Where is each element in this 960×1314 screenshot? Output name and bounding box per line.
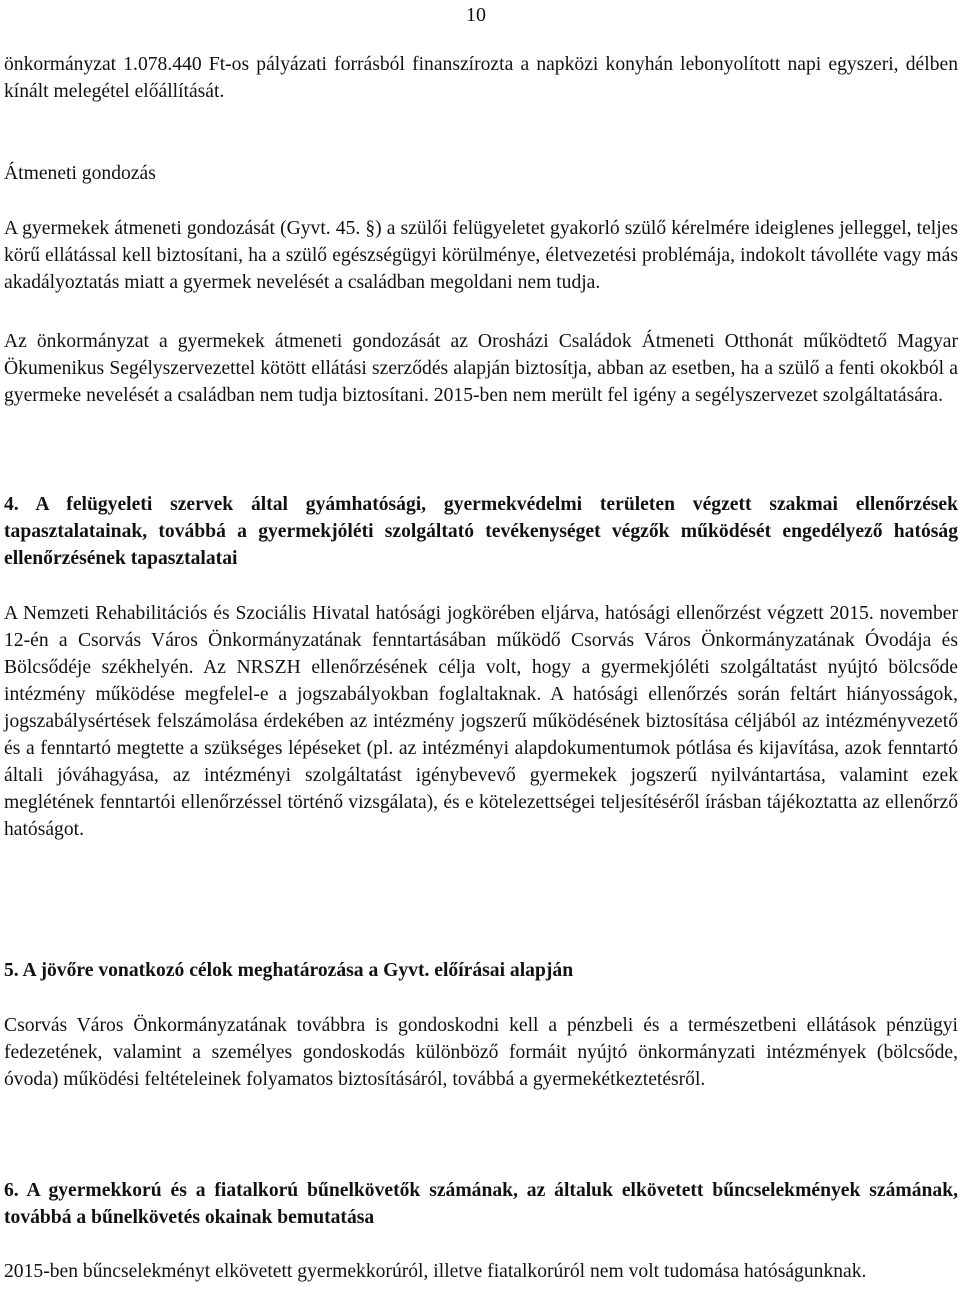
section-heading-atmeneti-gondozas: Átmeneti gondozás [4,163,156,184]
section-4-heading: 4. A felügyeleti szervek által gyámhatósági, gyermekvédelmi területen végzett szakmai ellenőrzések tapasztalatainak, továbbá a gyermekjóléti szolgáltató tevékenységet végzők működését engedélyező hatóság ellenőrzésének tapasztalatai [4,494,958,569]
page-number: 10 [466,4,486,26]
section-6-heading: 6. A gyermekkorú és a fiatalkorú bűnelkövetők számának, az általuk elkövetett bűncselekmények számának, továbbá a bűnelkövetés okainak bemutatása [4,1180,958,1228]
atmeneti-paragraph-1: A gyermekek átmeneti gondozását (Gyvt. 45. §) a szülői felügyeletet gyakorló szülő kérelmére ideiglenes jelleggel, teljes körű ellátással kell biztosítani, ha a szülő egészségügyi körülménye, életvezetési problémája, indokolt távolléte vagy más akadályoztatás miatt a gyermek nevelését a családban megoldani nem tudja. [4,218,958,293]
section-5-heading: 5. A jövőre vonatkozó célok meghatározása a Gyvt. előírásai alapján [4,960,574,981]
section-5-paragraph: Csorvás Város Önkormányzatának továbbra is gondoskodni kell a pénzbeli és a természetbeni ellátások pénzügyi fedezetének, valamint a személyes gondoskodás különböző formáit nyújtó önkormányzati intézmények (bölcsőde, óvoda) működési feltételeinek folyamatos biztosításáról, továbbá a gyermekétkeztetésről. [4,1015,958,1090]
atmeneti-paragraph-2: Az önkormányzat a gyermekek átmeneti gondozását az Orosházi Családok Átmeneti Otthonát működtető Magyar Ökumenikus Segélyszervezettel kötött ellátási szerződés alapján biztosítja, abban az esetben, ha a szülő a fenti okokból a gyermeke nevelését a családban nem tudja biztosítani. 2015-ben nem merült fel igény a segélyszervezet szolgáltatására. [4,331,958,406]
intro-paragraph: önkormányzat 1.078.440 Ft-os pályázati forrásból finanszírozta a napközi konyhán lebonyolított napi egyszeri, délben kínált melegétel előállítását. [4,54,958,102]
section-6-paragraph: 2015-ben bűncselekményt elkövetett gyermekkorúról, illetve fiatalkorúról nem volt tudomása hatóságunknak. [4,1261,867,1282]
section-4-paragraph: A Nemzeti Rehabilitációs és Szociális Hivatal hatósági jogkörében eljárva, hatósági ellenőrzést végzett 2015. november 12-én a Csorvás Város Önkormányzatának fenntartásában működő Csorvás Város Önkormányzatának Óvodája és Bölcsődéje székhelyén. Az NRSZH ellenőrzésének célja volt, hogy a gyermekjóléti szolgáltatást nyújtó bölcsőde intézmény működése megfelel-e a jogszabályokban foglaltaknak. A hatósági ellenőrzés során feltárt hiányosságok, jogszabálysértések felszámolása érdekében az intézmény jogszerű működésének biztosítása céljából az intézményvezető és a fenntartó megtette a szükséges lépéseket (pl. az intézményi alapdokumentumok pótlása és kijavítása, azok fenntartó általi jóváhagyása, az intézményi szolgáltatást igénybevevő gyermekek jogszerű nyilvántartása, valamint ezek meglétének fenntartói ellenőrzéssel történő vizsgálata), és e kötelezettségei teljesítéséről írásban tájékoztatta az ellenőrző hatóságot. [4,603,958,840]
